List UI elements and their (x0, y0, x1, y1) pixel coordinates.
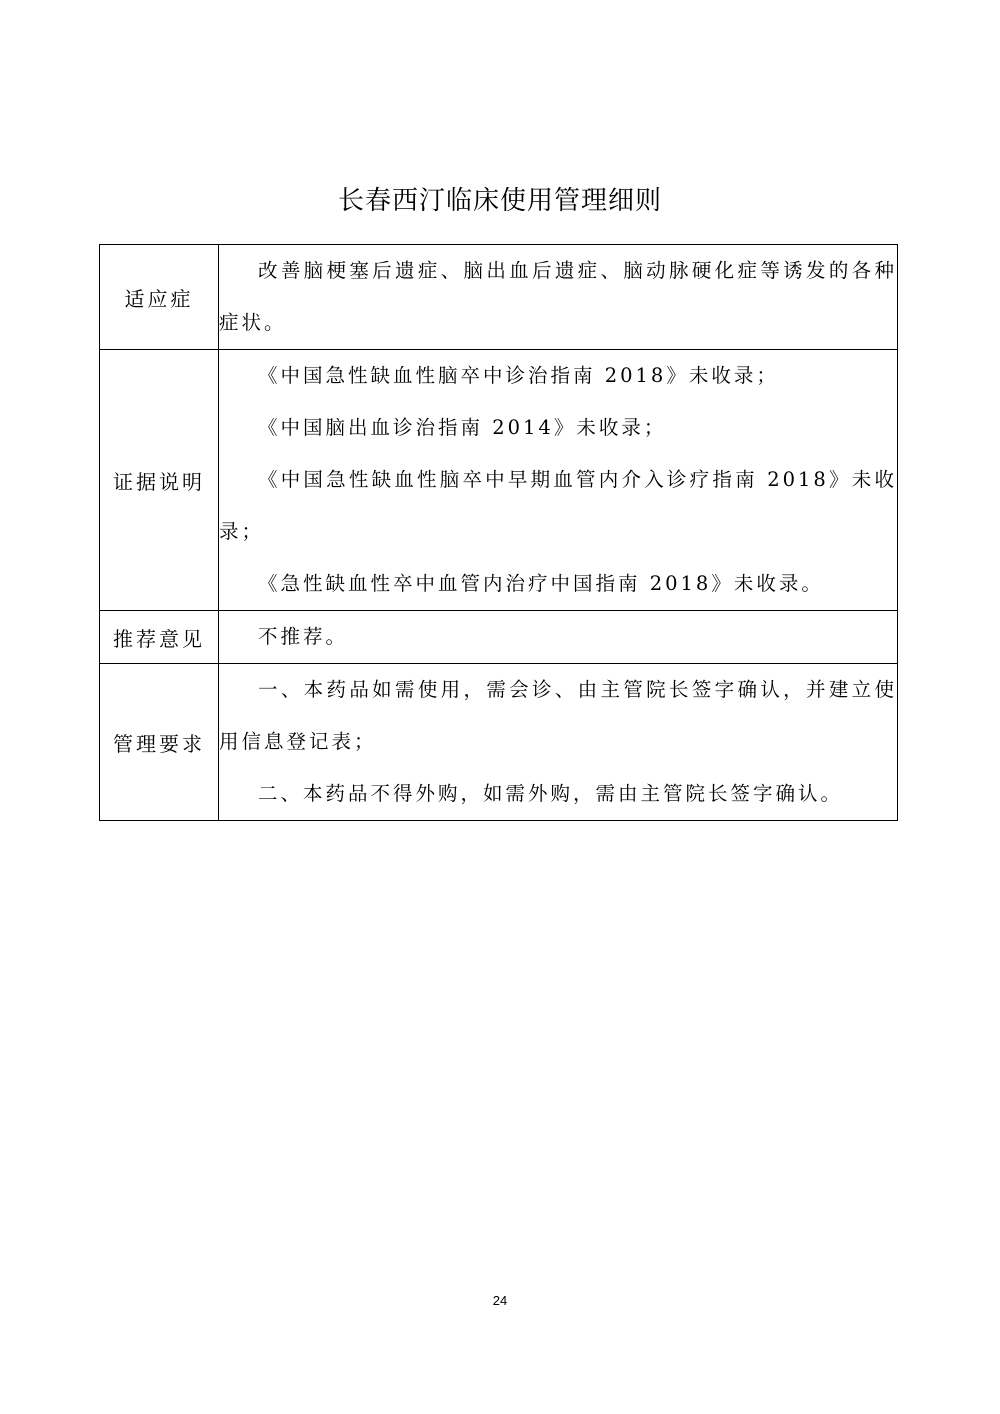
row-label-management: 管理要求 (100, 664, 219, 821)
management-rules-table (99, 244, 898, 821)
paragraph: 《中国急性缺血性脑卒中早期血管内介入诊疗指南 2018》未收录； (219, 468, 897, 543)
page-number: 24 (492, 1293, 508, 1308)
row-label-evidence: 证据说明 (100, 350, 219, 611)
paragraph: 《中国脑出血诊治指南 2014》未收录； (258, 416, 667, 439)
paragraph: 改善脑梗塞后遗症、脑出血后遗症、脑动脉硬化症等诱发的各种症状。 (219, 259, 897, 334)
table-row-evidence (100, 350, 898, 611)
table-row-recommendation (100, 611, 898, 664)
table-row-indication (100, 245, 898, 350)
paragraph: 二、本药品不得外购，如需外购，需由主管院长签字确认。 (258, 782, 844, 805)
row-content-evidence (219, 350, 898, 611)
paragraph: 不推荐。 (258, 625, 349, 648)
row-content-indication (219, 245, 898, 350)
row-label-recommendation: 推荐意见 (100, 611, 219, 664)
row-label-indication: 适应症 (100, 245, 219, 350)
table-row-management (100, 664, 898, 821)
row-content-management (219, 664, 898, 821)
paragraph: 《急性缺血性卒中血管内治疗中国指南 2018》未收录。 (258, 572, 824, 595)
paragraph: 《中国急性缺血性脑卒中诊治指南 2018》未收录； (258, 364, 779, 387)
document-title: 长春西汀临床使用管理细则 (337, 186, 662, 216)
paragraph: 一、本药品如需使用，需会诊、由主管院长签字确认，并建立使用信息登记表； (219, 678, 897, 753)
row-content-recommendation (219, 611, 898, 664)
